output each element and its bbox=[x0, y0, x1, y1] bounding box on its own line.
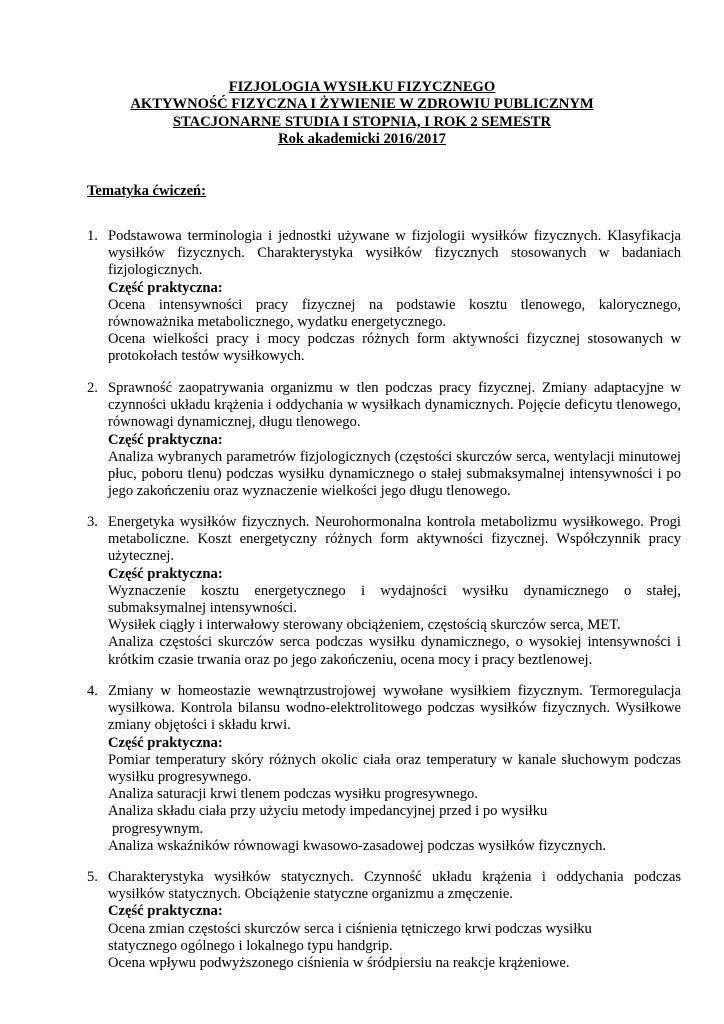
practical-line: Analiza saturacji krwi tlenem podczas wysiłku progresywnego. bbox=[108, 786, 479, 803]
practical-line: Analiza wskaźników równowagi kwasowo-zasadowej podczas wysiłków fizycznych. bbox=[108, 837, 607, 854]
header-program-title: AKTYWNOŚĆ FIZYCZNA I ŻYWIENIE W ZDROWIU PUBLICZNYM bbox=[130, 96, 594, 113]
item-description: Sprawność zaopatrywania organizmu w tlen podczas pracy fizycznej. Zmiany adaptacyjne w czynności układu krążenia i oddychania w wysiłkach dynamicznych. Pojęcie deficytu tlenowego, równowagi dynamicznej, długu tlenowego. bbox=[108, 380, 681, 431]
practical-label: Część praktyczna: bbox=[108, 279, 223, 296]
practical-label: Część praktyczna: bbox=[108, 565, 223, 582]
item-number: 1. bbox=[87, 228, 98, 244]
practical-line: Ocena wpływu podwyższonego ciśnienia w śródpiersiu na reakcje krążeniowe. bbox=[108, 955, 570, 972]
item-number: 3. bbox=[87, 514, 98, 530]
practical-line: Ocena intensywności pracy fizycznej na podstawie kosztu tlenowego, kalorycznego, równoważnika metabolicznego, wydatku energetycznego. bbox=[108, 296, 681, 331]
practical-line: Analiza składu ciała przy użyciu metody impedancyjnej przed i po wysiłku bbox=[108, 803, 548, 820]
practical-line: Pomiar temperatury skóry różnych okolic ciała oraz temperatury w kanale słuchowym podczas wysiłku progresywnego. bbox=[108, 751, 681, 786]
header-academic-year: Rok akademicki 2016/2017 bbox=[278, 131, 446, 148]
practical-line: Analiza wybranych parametrów fizjologicznych (częstości skurczów serca, wentylacji minutowej płuc, poboru tlenu) podczas wysiłku dynamicznego o stałej submaksymalnej intensywności i po jego zakończeniu oraz wyznaczenie wielkości jego długu tlenowego. bbox=[108, 448, 681, 500]
item-description: Charakterystyka wysiłków statycznych. Czynność układu krążenia i oddychania podczas wysiłków statycznych. Obciążenie statyczne organizmu a zmęczenie. bbox=[108, 869, 681, 903]
item-number: 2. bbox=[87, 380, 98, 396]
list-item bbox=[87, 380, 681, 500]
list-item bbox=[87, 683, 681, 855]
header-course-title: FIZJOLOGIA WYSIŁKU FIZYCZNEGO bbox=[228, 79, 496, 95]
practical-line: progresywnym. bbox=[112, 820, 204, 837]
practical-line: statycznego ogólnego i lokalnego typu handgrip. bbox=[108, 937, 393, 954]
practical-line: Wyznaczenie kosztu energetycznego i wydajności wysiłku dynamicznego o stałej, submaksymalnej intensywności. bbox=[108, 582, 681, 617]
practical-line: Analiza częstości skurczów serca podczas wysiłku dynamicznego, o wysokiej intensywności i krótkim czasie trwania oraz po jego zakończeniu, ocena mocy i pracy beztlenowej. bbox=[108, 634, 681, 668]
item-number: 4. bbox=[87, 683, 98, 699]
practical-label: Część praktyczna: bbox=[108, 431, 223, 448]
practical-line: Ocena zmian częstości skurczów serca i ciśnienia tętniczego krwi podczas wysiłku bbox=[108, 920, 592, 937]
practical-line: Ocena wielkości pracy i mocy podczas różnych form aktywności fizycznej stosowanych w protokołach testów wysiłkowych. bbox=[108, 331, 681, 365]
list-item bbox=[87, 514, 681, 669]
practical-label: Część praktyczna: bbox=[108, 734, 223, 751]
item-description: Zmiany w homeostazie wewnątrzustrojowej wywołane wysiłkiem fizycznym. Termoregulacja wysiłkowa. Kontrola bilansu wodno-elektrolitowego podczas wysiłków fizycznych. Wysiłkowe zmiany objętości i składu krwi. bbox=[108, 683, 681, 734]
document-header bbox=[0, 79, 724, 149]
header-study-mode: STACJONARNE STUDIA I STOPNIA, I ROK 2 SEMESTR bbox=[172, 113, 552, 130]
list-item bbox=[87, 228, 681, 366]
list-item bbox=[87, 869, 681, 972]
section-title: Tematyka ćwiczeń: bbox=[87, 183, 207, 199]
item-description: Energetyka wysiłków fizycznych. Neurohormonalna kontrola metabolizmu wysiłkowego. Progi metaboliczne. Koszt energetyczny różnych form aktywności fizycznej. Współczynnik pracy użytecznej. bbox=[108, 514, 681, 565]
practical-line: Wysiłek ciągły i interwałowy sterowany obciążeniem, częstością skurczów serca, MET. bbox=[108, 617, 621, 634]
item-number: 5. bbox=[87, 869, 98, 885]
item-description: Podstawowa terminologia i jednostki używane w fizjologii wysiłków fizycznych. Klasyfikacja wysiłków fizycznych. Charakterystyka wysiłków fizycznych stosowanych w badaniach fizjologicznych. bbox=[108, 228, 681, 279]
practical-label: Część praktyczna: bbox=[108, 903, 223, 920]
